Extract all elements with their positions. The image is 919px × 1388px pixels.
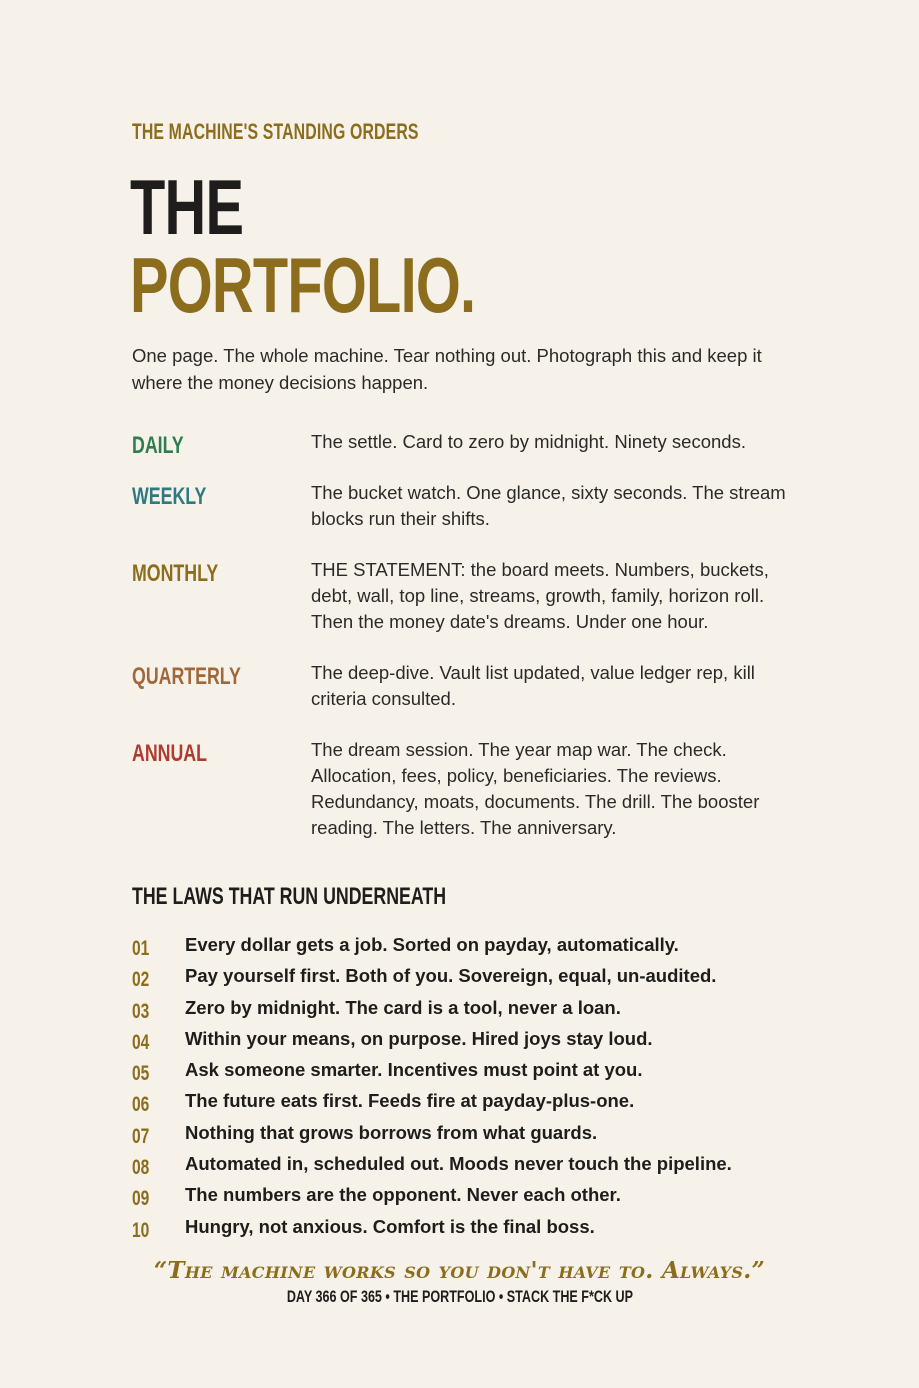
schedule-row-quarterly	[132, 660, 792, 712]
law-item	[132, 1182, 812, 1213]
schedule-label: MONTHLY	[132, 560, 219, 587]
footer	[0, 1287, 919, 1307]
schedule-text: The bucket watch. One glance, sixty seconds. The stream blocks run their shifts.	[311, 482, 786, 529]
law-item	[132, 995, 812, 1026]
law-item	[132, 1214, 812, 1245]
schedule-row-weekly	[132, 480, 792, 532]
law-number: 01	[132, 937, 150, 960]
law-item	[132, 1151, 812, 1182]
law-number: 02	[132, 968, 150, 992]
law-item	[132, 1120, 812, 1151]
law-text: Automated in, scheduled out. Moods never touch the pipeline.	[185, 1153, 732, 1175]
law-text: Hungry, not anxious. Comfort is the final boss.	[185, 1215, 595, 1237]
schedule-text: The dream session. The year map war. The check. Allocation, fees, policy, beneficiaries. The reviews. Redundancy, moats, documents. The drill. The booster reading. The letters. The anniversary.	[311, 739, 760, 838]
schedule-label: QUARTERLY	[132, 663, 241, 690]
schedule-text: The deep-dive. Vault list updated, value ledger rep, kill criteria consulted.	[311, 662, 755, 709]
schedule-text: THE STATEMENT: the board meets. Numbers, buckets, debt, wall, top line, streams, growth, family, horizon roll. Then the money date's dreams. Under one hour.	[311, 559, 769, 632]
intro-paragraph: One page. The whole machine. Tear nothing out. Photograph this and keep it where the money decisions happen.	[132, 345, 762, 393]
law-item	[132, 932, 812, 963]
schedule-label: WEEKLY	[132, 483, 207, 510]
page-title-line-1: THE	[130, 163, 244, 251]
schedule-label: ANNUAL	[132, 740, 207, 767]
law-item	[132, 1088, 812, 1119]
law-number: 06	[132, 1093, 150, 1117]
law-number: 03	[132, 999, 150, 1023]
schedule-text: The settle. Card to zero by midnight. Ninety seconds.	[311, 431, 746, 452]
law-number: 07	[132, 1124, 150, 1148]
page-title-line-2: PORTFOLIO.	[130, 241, 476, 329]
law-item	[132, 963, 812, 994]
schedule-list	[132, 429, 792, 866]
schedule-label: DAILY	[132, 432, 184, 459]
laws-list	[132, 932, 812, 1245]
closing-quote: “The machine works so you don't have to. Always.”	[153, 1257, 766, 1284]
law-number: 08	[132, 1156, 150, 1180]
law-text: Pay yourself first. Both of you. Sovereign, equal, un-audited.	[185, 965, 717, 987]
law-number: 09	[132, 1187, 150, 1211]
footer-text: DAY 366 OF 365 • THE PORTFOLIO • STACK THE F*CK UP	[286, 1287, 633, 1306]
law-text: Zero by midnight. The card is a tool, never a loan.	[185, 996, 621, 1018]
laws-heading: THE LAWS THAT RUN UNDERNEATH	[132, 883, 447, 910]
law-number: 05	[132, 1062, 150, 1086]
law-number: 10	[132, 1218, 150, 1242]
schedule-row-annual	[132, 737, 792, 841]
law-item	[132, 1026, 812, 1057]
law-text: Every dollar gets a job. Sorted on payday, automatically.	[185, 934, 679, 955]
schedule-row-daily	[132, 429, 792, 459]
law-number: 04	[132, 1030, 150, 1054]
eyebrow: THE MACHINE'S STANDING ORDERS	[132, 119, 419, 144]
law-item	[132, 1057, 812, 1088]
law-text: Within your means, on purpose. Hired joys stay loud.	[185, 1027, 653, 1049]
law-text: Ask someone smarter. Incentives must point at you.	[185, 1059, 643, 1081]
law-text: The future eats first. Feeds fire at payday-plus-one.	[185, 1090, 635, 1112]
schedule-row-monthly	[132, 557, 792, 635]
law-text: Nothing that grows borrows from what guards.	[185, 1121, 598, 1143]
law-text: The numbers are the opponent. Never each other.	[185, 1184, 621, 1206]
